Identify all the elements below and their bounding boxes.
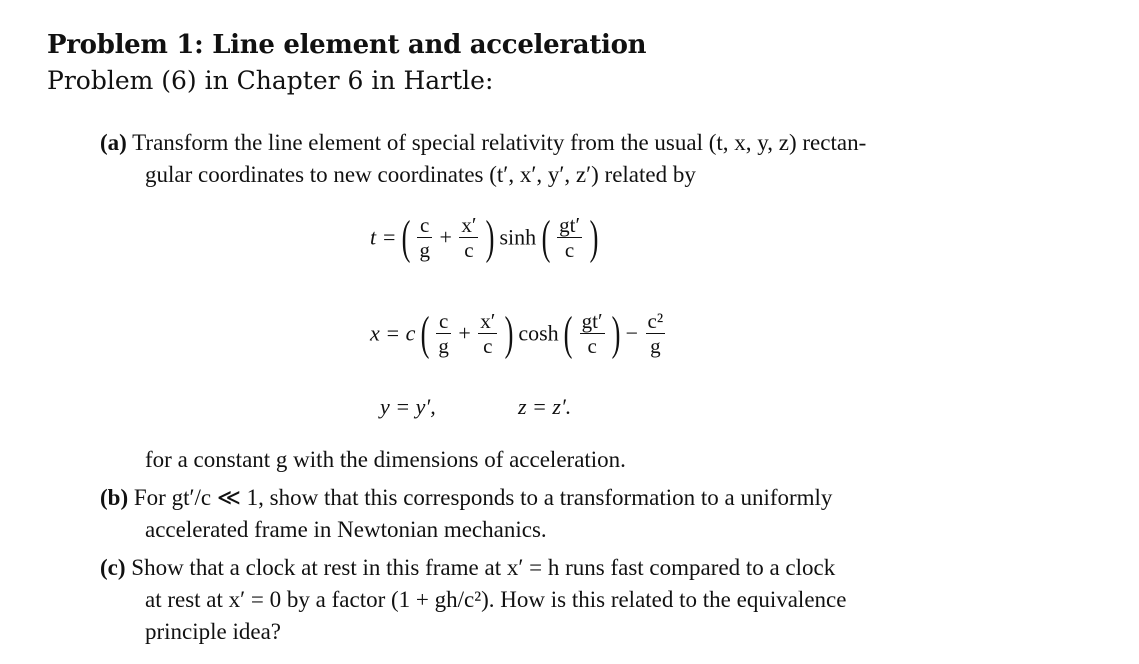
plus-sign: + [439, 224, 452, 250]
part-a-line2: gular coordinates to new coordinates (t′, x′, y′, z′) related by [145, 162, 696, 187]
problem-title: Problem 1: Line element and acceleration [47, 30, 647, 60]
left-paren: ( [401, 211, 411, 264]
left-paren: ( [420, 307, 430, 360]
right-paren: ) [485, 211, 495, 264]
eq-t-lhs: t = [370, 224, 397, 250]
equation-t [370, 210, 598, 265]
numerator: x′ [480, 309, 496, 333]
equation-y [380, 394, 436, 420]
numerator: c [417, 213, 432, 238]
eq-z: z = z′. [518, 394, 572, 419]
fraction-x-over-c [459, 213, 478, 262]
numerator: c [436, 309, 451, 334]
fraction-c2-over-g [646, 309, 666, 358]
part-b-line1: For gt′/c ≪ 1, show that this corresponds to a transformation to a uniformly [133, 485, 833, 510]
right-paren: ) [504, 307, 514, 360]
denominator: c [483, 334, 493, 358]
sinh-fn: sinh [499, 224, 537, 250]
part-b-label: (b) [100, 485, 129, 510]
fraction-gt-over-c [580, 309, 605, 358]
part-c [100, 552, 835, 584]
denominator: g [650, 334, 661, 358]
right-paren: ) [611, 307, 621, 360]
part-a-label: (a) [100, 130, 127, 155]
denominator: c [587, 334, 597, 358]
denominator: c [564, 238, 575, 262]
part-a [100, 127, 866, 159]
minus-sign: − [625, 320, 639, 346]
part-c-line2: at rest at x′ = 0 by a factor (1 + gh/c²). How is this related to the equivalence [145, 587, 847, 612]
part-a-line1: Transform the line element of special relativity from the usual (t, x, y, z) rectan- [132, 130, 867, 155]
left-paren: ( [563, 307, 573, 360]
plus-sign: + [458, 320, 471, 346]
left-paren: ( [541, 211, 551, 264]
numerator: c² [647, 309, 664, 333]
numerator: x′ [461, 213, 477, 237]
part-c-label: (c) [100, 555, 126, 580]
cosh-fn: cosh [518, 320, 559, 346]
fraction-gt-over-c [557, 213, 582, 262]
equation-x [370, 306, 667, 361]
fraction-c-over-g [417, 213, 432, 262]
fraction-c-over-g [436, 309, 451, 358]
numerator: gt′ [581, 309, 603, 333]
part-b-line2: accelerated frame in Newtonian mechanics. [145, 517, 547, 542]
eq-y: y = y′, [380, 394, 436, 419]
part-c-line1: Show that a clock at rest in this frame at x′ = h runs fast compared to a clock [131, 555, 836, 580]
part-c-line3: principle idea? [145, 619, 282, 644]
fraction-x-over-c [478, 309, 497, 358]
denominator: c [464, 238, 474, 262]
equation-z [518, 394, 571, 420]
problem-source: Problem (6) in Chapter 6 in Hartle: [47, 66, 494, 95]
denominator: g [419, 238, 430, 262]
constant-g-note: for a constant g with the dimensions of acceleration. [145, 447, 626, 472]
right-paren: ) [589, 211, 598, 264]
part-b [100, 482, 832, 514]
eq-x-lhs: x = c [370, 320, 416, 346]
denominator: g [438, 334, 449, 358]
numerator: gt′ [559, 213, 581, 237]
